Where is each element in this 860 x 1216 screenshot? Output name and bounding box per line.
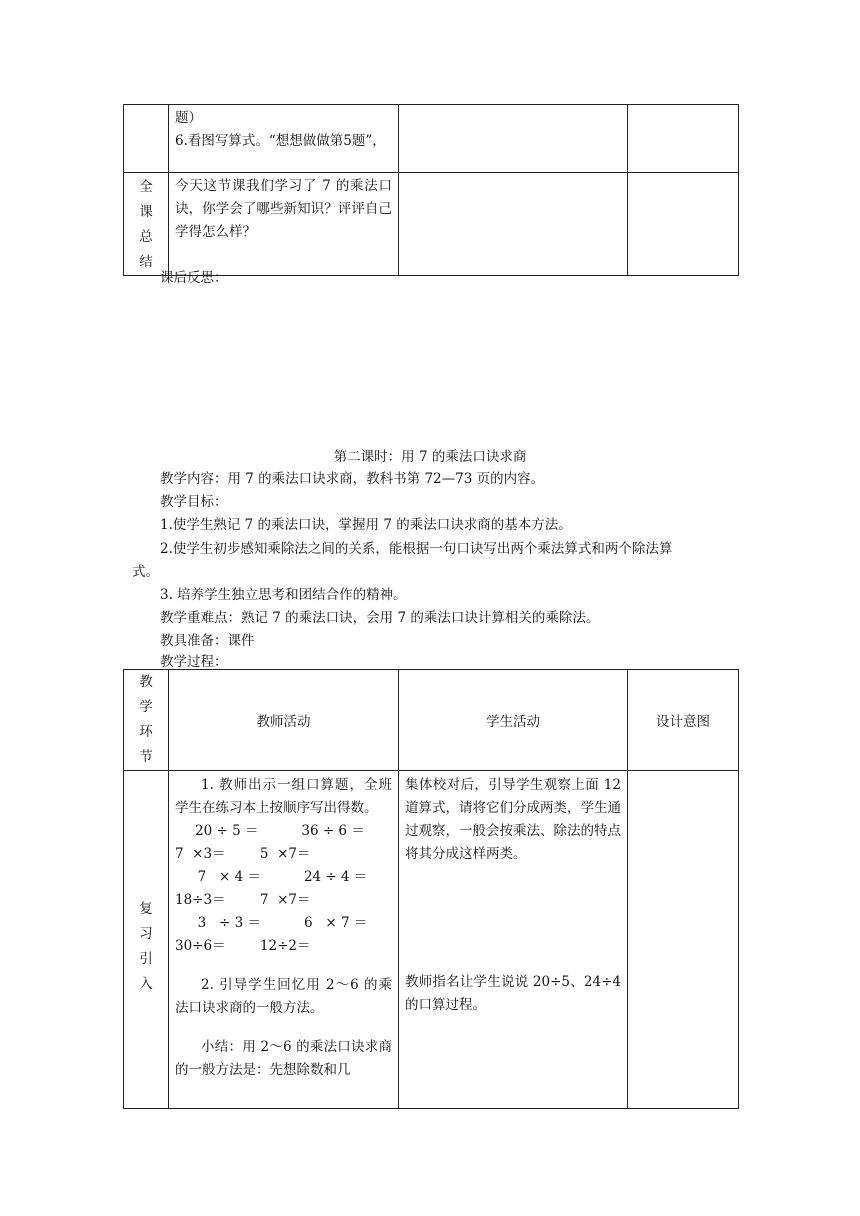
design-header: 设计意图 <box>628 670 739 771</box>
teacher-paragraph-2: 2. 引导学生回忆用 2～6 的乘法口诀求商的一般方法。 <box>175 977 392 1016</box>
header-char: 教 <box>139 674 153 690</box>
stage-char: 结 <box>139 254 153 270</box>
goal-3: 3. 培养学生独立思考和团结合作的精神。 <box>160 587 407 603</box>
tools: 教具准备：课件 <box>160 633 255 649</box>
stage-cell <box>124 105 169 173</box>
goal-1: 1.使学生熟记 7 的乘法口诀，掌握用 7 的乘法口诀求商的基本方法。 <box>160 517 572 533</box>
cell-line: 6.看图写算式。“想想做做第5题”， <box>175 133 386 149</box>
header-char: 学 <box>139 699 153 715</box>
goal-2-continued: 式。 <box>132 564 159 580</box>
teacher-header: 教师活动 <box>169 670 399 771</box>
table-row <box>124 771 739 1109</box>
process-label: 教学过程： <box>160 654 228 670</box>
math-line: 3 ÷ 3 ＝ 6 × 7 ＝ <box>189 915 368 931</box>
stage-cell <box>124 771 169 1109</box>
cell-line: 题） <box>175 110 202 126</box>
student-header: 学生活动 <box>399 670 628 771</box>
design-cell <box>628 105 739 173</box>
stage-cell <box>124 173 169 276</box>
student-cell <box>399 173 628 276</box>
table-row <box>124 173 739 276</box>
teacher-cell <box>169 173 399 276</box>
design-cell <box>628 173 739 276</box>
lesson-title: 第二课时：用 7 的乘法口诀求商 <box>333 449 527 465</box>
process-table <box>123 669 739 1109</box>
student-cell <box>399 105 628 173</box>
math-line: 30÷6＝ 12÷2＝ <box>175 938 311 954</box>
math-line: 7 × 4 ＝ 24 ÷ 4 ＝ <box>189 869 368 885</box>
goals-label: 教学目标： <box>160 494 228 510</box>
header-char: 环 <box>139 724 153 740</box>
teacher-paragraph-1: 1. 教师出示一组口算题，全班学生在练习本上按顺序写出得数。 <box>175 777 392 816</box>
header-row <box>124 670 739 771</box>
goal-2: 2.使学生初步感知乘除法之间的关系，能根据一句口诀写出两个乘法算式和两个除法算 <box>160 541 673 557</box>
stage-char: 课 <box>139 204 153 220</box>
stage-char: 复 <box>139 901 153 917</box>
math-line: 20 ÷ 5 ＝ 36 ÷ 6 ＝ <box>195 823 365 839</box>
stage-char: 引 <box>139 951 153 967</box>
math-line: 18÷3＝ 7 ×7＝ <box>175 892 311 908</box>
lesson-content: 教学内容：用 7 的乘法口诀求商，教科书第 72—73 页的内容。 <box>160 471 545 487</box>
teacher-cell <box>169 105 399 173</box>
stage-char: 入 <box>139 976 153 992</box>
table-row <box>124 105 739 173</box>
student-paragraph-1: 集体校对后，引导学生观察上面 12 道算式，请将它们分成两类，学生通过观察，一般会按乘法、除法的特点将其分成这样两类。 <box>405 777 621 862</box>
student-cell <box>399 771 628 1109</box>
table-continued <box>123 104 739 276</box>
student-paragraph-2: 教师指名让学生说说 20÷5、24÷4 的口算过程。 <box>405 974 621 1013</box>
stage-char: 全 <box>139 179 153 195</box>
math-line: 7 ×3＝ 5 ×7＝ <box>175 846 311 862</box>
teacher-cell <box>169 771 399 1109</box>
teacher-summary: 小结：用 2～6 的乘法口诀求商的一般方法是：先想除数和几 <box>175 1039 392 1078</box>
header-char: 节 <box>139 749 153 765</box>
stage-header <box>124 670 169 771</box>
design-cell <box>628 771 739 1109</box>
stage-char: 习 <box>139 926 153 942</box>
summary-text: 今天这节课我们学习了 7 的乘法口诀，你学会了哪些新知识？评评自己学得怎么样？ <box>175 178 392 240</box>
key-points: 教学重难点：熟记 7 的乘法口诀，会用 7 的乘法口诀计算相关的乘除法。 <box>160 610 600 626</box>
stage-char: 总 <box>139 229 153 245</box>
after-reflection-label: 课后反思： <box>160 270 228 286</box>
